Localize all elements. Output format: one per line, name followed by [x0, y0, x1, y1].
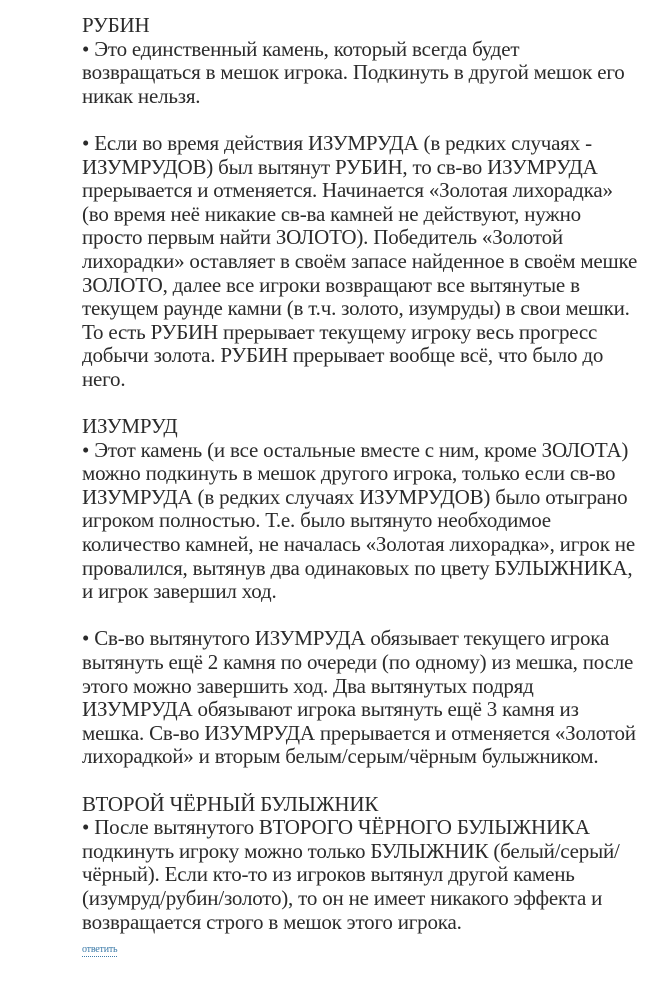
section-gap [82, 769, 642, 793]
paragraph-gap [82, 108, 642, 132]
comment-body [82, 14, 642, 958]
section-gap [82, 392, 642, 416]
second-black-cobblestone-paragraph-1: • После вытянутого ВТОРОГО ЧЁРНОГО БУЛЫЖНИКА подкинуть игроку можно только БУЛЫЖНИК (белый/серый/чёрный). Если кто-то из игроков вытянул другой камень (изумруд/рубин/золото), то он не имеет никакого эффекта и возвращается строго в мешок этого игрока. [82, 815, 620, 934]
paragraph-gap [82, 604, 642, 628]
section-title-ruby: РУБИН [82, 13, 150, 37]
section-title-emerald: ИЗУМРУД [82, 414, 178, 439]
ruby-paragraph-2: • Если во время действия ИЗУМРУДА (в редких случаях - ИЗУМРУДОВ) был вытянут РУБИН, то св-во ИЗУМРУДА прерывается и отменяется. Начинается «Золотая лихорадка» (во время неё никакие св-ва камней не действуют, нужно просто первым найти ЗОЛОТО). Победитель «Золотой лихорадки» оставляет в своём запасе найденное в своём мешке ЗОЛОТО, далее все игроки возвращают все вытянутые в текущем раунде камни (в т.ч. золото, изумруды) в свои мешки. То есть РУБИН прерывает текущему игроку весь прогресс добычи золота. РУБИН прерывает вообще всё, что было до него. [82, 130, 638, 391]
emerald-paragraph-1: • Этот камень (и все остальные вместе с ним, кроме ЗОЛОТА) можно подкинуть в мешок другого игрока, только если св-во ИЗУМРУДА (в редких случаях ИЗУМРУДОВ) было отыграно игроком полностью. Т.е. было вытянуто необходимое количество камней, не началась «Золотая лихорадка», игрок не провалился, вытянув два одинаковых по цвету БУЛЫЖНИКА, и игрок завершил ход. [82, 437, 635, 604]
section-title-second-black-cobblestone: ВТОРОЙ ЧЁРНЫЙ БУЛЫЖНИК [82, 791, 379, 816]
reply-link[interactable]: ответить [82, 944, 118, 956]
emerald-paragraph-2: • Св-во вытянутого ИЗУМРУДА обязывает текущего игрока вытянуть ещё 2 камня по очереди (по одному) из мешка, после этого можно завершить ход. Два вытянутых подряд ИЗУМРУДА обязывают игрока вытянуть ещё 3 камня из мешка. Св-во ИЗУМРУДА прерывается и отменяется «Золотой лихорадкой» и вторым белым/серым/чёрным булыжником. [82, 626, 636, 769]
ruby-paragraph-1: • Это единственный камень, который всегда будет возвращаться в мешок игрока. Подкинуть в другой мешок его никак нельзя. [82, 36, 625, 108]
